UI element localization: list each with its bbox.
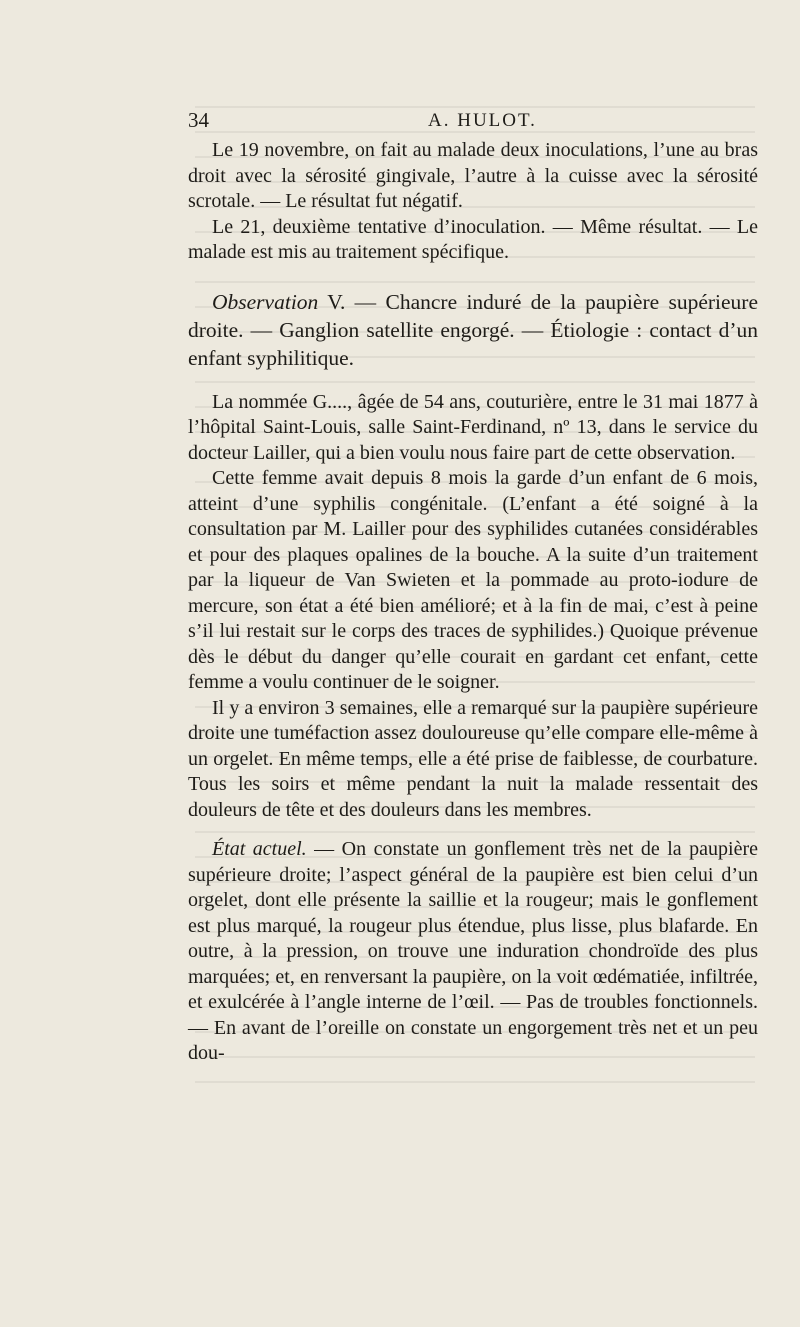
paragraph: Il y a environ 3 semaines, elle a remarqué sur la paupière supérieure droite une tuméfaction assez douloureuse qu’elle compare elle-même à un orgelet. En même temps, elle a été prise de faiblesse, de courbature. Tous les soirs et même pendant la nuit la malade ressentait des douleurs de tête et des douleurs dans les membres. [188,696,758,821]
paragraph: Cette femme avait depuis 8 mois la garde d’un enfant de 6 mois, atteint d’une syphilis congénitale. (L’enfant a été soigné à la consultation par M. Lailler pour des syphilides cutanées considérables et pour des plaques opalines de la bouche. A la suite d’un traitement par la liqueur de Van Swieten et la pommade au proto-iodure de mercure, son état a été bien amélioré; et à la fin de mai, c’est à peine s’il lui restait sur le corps des traces de syphilides.) Quoique prévenue dès le début du danger qu’elle courait en gardant cet enfant, cette femme a voulu continuer de le soigner. [188,467,758,693]
paragraph: Le 21, deuxième tentative d’inoculation. — Même résultat. — Le malade est mis au traitement spécifique. [188,215,758,263]
page-header [188,108,758,138]
book-page [188,108,758,1067]
etat-actuel-text: — On constate un gonflement très net de la paupière supérieure droite; l’aspect général de la paupière est bien celui d’un orgelet, dont elle présente la saillie et la rougeur; mais le gonflement est plus marqué, la rougeur plus étendue, plus lisse, plus blafarde. En outre, à la pression, on trouve une induration chondroïde des plus marquées; et, en renversant la paupière, on la voit œdématiée, infiltrée, et exulcérée à l’angle interne de l’œil. — Pas de troubles fonctionnels. — En avant de l’oreille on constate un engorgement très net et un peu dou- [188,838,758,1064]
page-number: 34 [188,108,209,132]
observation-label: Observation [212,289,319,314]
observation-title: V. — Chancre induré de la paupière supérieure droite. — Ganglion satellite engorgé. — Étiologie : contact d’un enfant syphilitique. [188,289,758,370]
observation-heading [188,288,758,372]
paragraph: Le 19 novembre, on fait au malade deux inoculations, l’une au bras droit avec la sérosité gingivale, l’autre à la cuisse avec la sérosité scrotale. — Le résultat fut négatif. [188,139,758,212]
etat-actuel-paragraph [188,837,758,1067]
page-body [188,138,758,1067]
running-head: A. HULOT. [428,110,537,131]
paragraph: La nommée G...., âgée de 54 ans, couturière, entre le 31 mai 1877 à l’hôpital Saint-Louis, salle Saint-Ferdinand, nº 13, dans le service du docteur Lailler, qui a bien voulu nous faire part de cette observation. [188,390,758,464]
etat-actuel-label: État actuel. [212,838,307,860]
